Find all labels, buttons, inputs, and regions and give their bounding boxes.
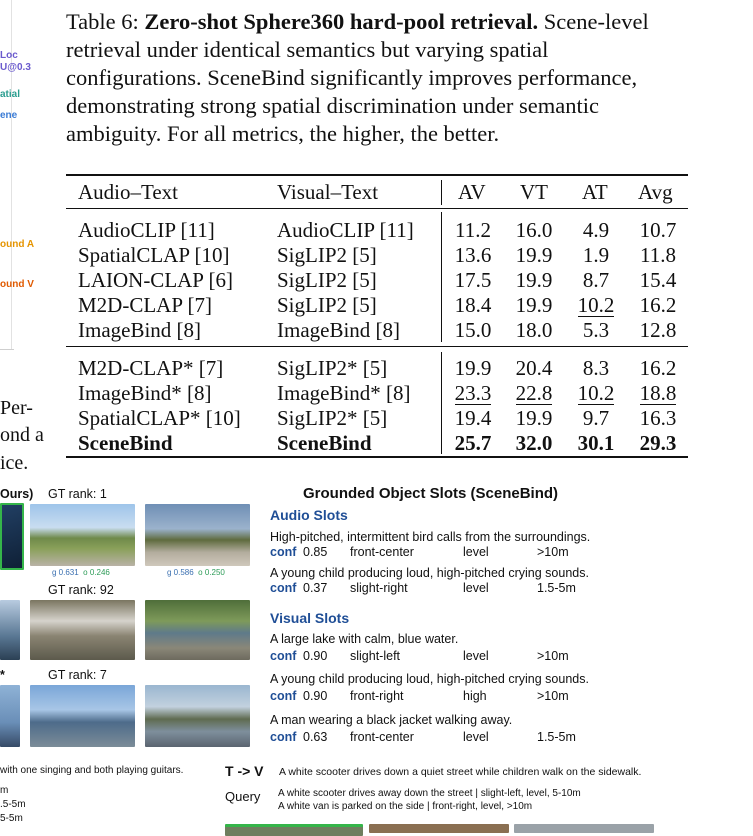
slot-elevation: high	[463, 689, 487, 703]
figure-caption-fragment: .5-5m	[0, 799, 26, 810]
body-text-fragment: Per-	[0, 397, 33, 419]
col-header-av: AV	[458, 180, 486, 204]
figure-caption-fragment: with one singing and both playing guitars.	[0, 765, 184, 776]
col-header-visual-text: Visual–Text	[277, 180, 379, 204]
cell-vt: 16.0	[515, 218, 553, 242]
table-top-rule	[66, 174, 688, 176]
divider	[0, 349, 14, 350]
score-pair	[52, 568, 110, 577]
gt-rank-label: GT rank: 1	[48, 487, 107, 501]
cell-avg	[633, 381, 683, 406]
underlined-value: 10.2	[577, 381, 615, 405]
slot-distance: >10m	[537, 689, 569, 703]
cell-avg: 16.2	[639, 293, 677, 317]
table-vertical-divider	[441, 180, 442, 205]
cell-at: 4.9	[582, 218, 610, 242]
visual-slots-heading: Visual Slots	[270, 610, 350, 626]
cell-at: 8.7	[582, 268, 610, 292]
slot-description: A man wearing a black jacket walking away.	[270, 713, 513, 727]
thumbnail-image	[0, 685, 20, 747]
thumbnail-image	[145, 504, 250, 566]
cell-avg: 11.8	[640, 243, 676, 267]
score-g: g 0.631	[52, 568, 79, 577]
thumbnail-image	[30, 600, 135, 660]
query-label: Query	[225, 789, 261, 804]
cell-visual: SigLIP2 [5]	[277, 243, 377, 267]
legend-fragment: U@0.3	[0, 62, 31, 73]
cell-avg: 16.2	[639, 356, 677, 380]
cell-av	[449, 381, 497, 406]
underlined-value: 22.8	[515, 381, 553, 405]
col-header-vt: VT	[520, 180, 548, 204]
cell-audio: LAION-CLAP [6]	[78, 268, 233, 292]
cell-audio: SpatialCLAP [10]	[78, 243, 230, 267]
legend-fragment: Loc	[0, 50, 18, 61]
cell-av: 25.7	[454, 431, 492, 455]
col-header-at: AT	[582, 180, 608, 204]
cell-audio: AudioCLIP [11]	[78, 218, 215, 242]
cell-at: 5.3	[582, 318, 610, 342]
ours-label: Ours)	[0, 487, 34, 501]
cell-audio: M2D-CLAP* [7]	[78, 356, 224, 380]
legend-fragment: ound V	[0, 279, 34, 290]
score-o: o 0.246	[83, 568, 110, 577]
conf-label: conf	[270, 649, 297, 663]
col-header-avg: Avg	[638, 180, 673, 204]
underlined-value: 23.3	[454, 381, 492, 405]
slot-direction: front-center	[350, 545, 414, 559]
cell-at: 9.7	[582, 406, 610, 430]
cell-av: 11.2	[455, 218, 491, 242]
cell-audio: SpatialCLAP* [10]	[78, 406, 241, 430]
conf-label: conf	[270, 545, 297, 559]
thumbnail-image	[0, 600, 20, 660]
cell-vt: 19.9	[515, 268, 553, 292]
query-line: A white van is parked on the side | front-right, level, >10m	[278, 801, 533, 812]
table-mid-rule	[66, 346, 688, 347]
slot-description: A young child producing loud, high-pitched crying sounds.	[270, 566, 589, 580]
conf-value: 0.37	[303, 581, 328, 595]
cell-audio: ImageBind [8]	[78, 318, 202, 342]
star-label: *	[0, 668, 5, 682]
legend-fragment: ound A	[0, 239, 35, 250]
slot-direction: front-center	[350, 730, 414, 744]
cell-av: 19.9	[454, 356, 492, 380]
cell-avg: 29.3	[639, 431, 677, 455]
cell-visual: ImageBind* [8]	[277, 381, 411, 405]
score-g: g 0.586	[167, 568, 194, 577]
figure-caption-fragment: m	[0, 785, 9, 796]
slot-direction: slight-right	[350, 581, 408, 595]
cell-vt	[509, 381, 559, 406]
underlined-value: 18.8	[639, 381, 677, 405]
cell-visual: ImageBind [8]	[277, 318, 401, 342]
underlined-value: 10.2	[577, 293, 615, 317]
cell-vt: 19.9	[515, 243, 553, 267]
table-header-rule	[66, 208, 688, 209]
cell-visual: SigLIP2* [5]	[277, 406, 388, 430]
slot-description: A young child producing loud, high-pitched crying sounds.	[270, 672, 589, 686]
body-text-fragment: ond a	[0, 424, 44, 446]
slots-title: Grounded Object Slots (SceneBind)	[303, 485, 559, 502]
slot-distance: >10m	[537, 649, 569, 663]
cell-at	[574, 381, 618, 406]
slot-direction: front-right	[350, 689, 404, 703]
cell-vt: 19.9	[515, 293, 553, 317]
thumbnail-image	[30, 685, 135, 747]
score-o: o 0.250	[198, 568, 225, 577]
cell-visual: SigLIP2 [5]	[277, 268, 377, 292]
cell-avg: 12.8	[639, 318, 677, 342]
slot-elevation: level	[463, 730, 489, 744]
conf-label: conf	[270, 730, 297, 744]
gt-rank-label: GT rank: 7	[48, 668, 107, 682]
thumbnail-image	[145, 685, 250, 747]
cell-visual: SigLIP2* [5]	[277, 356, 388, 380]
slot-elevation: level	[463, 545, 489, 559]
conf-value: 0.63	[303, 730, 328, 744]
conf-value: 0.85	[303, 545, 328, 559]
slot-distance: 1.5-5m	[537, 730, 576, 744]
cell-at: 1.9	[582, 243, 610, 267]
cell-vt: 19.9	[515, 406, 553, 430]
thumbnail-image	[225, 824, 363, 836]
cell-audio: ImageBind* [8]	[78, 381, 212, 405]
caption-text: Scene-level retrieval under identical semantics but varying spatial configurations. SceneBind significantly improves performance, demonstrating strong spatial discrimination under semantic ambiguity. For all metrics, the higher, the better.	[66, 9, 649, 146]
tv-text: A white scooter drives down a quiet street while children walk on the sidewalk.	[279, 766, 642, 778]
slot-description: A large lake with calm, blue water.	[270, 632, 459, 646]
conf-label: conf	[270, 581, 297, 595]
table-vertical-divider	[441, 352, 442, 454]
slot-elevation: level	[463, 581, 489, 595]
caption-label: Table 6:	[66, 9, 139, 34]
caption-title: Zero-shot Sphere360 hard-pool retrieval.	[144, 9, 539, 34]
legend-fragment: atial	[0, 89, 21, 100]
legend-fragment: ene	[0, 110, 18, 121]
cell-audio: SceneBind	[78, 431, 173, 455]
table-bottom-rule	[66, 456, 688, 458]
slot-distance: 1.5-5m	[537, 581, 576, 595]
tv-label: T -> V	[225, 763, 264, 779]
slot-direction: slight-left	[350, 649, 401, 663]
slot-description: High-pitched, intermittent bird calls from the surroundings.	[270, 530, 591, 544]
cell-avg: 16.3	[639, 406, 677, 430]
cell-avg: 15.4	[639, 268, 677, 292]
slot-elevation: level	[463, 649, 489, 663]
cell-at	[574, 293, 618, 318]
cell-avg: 10.7	[639, 218, 677, 242]
score-pair	[167, 568, 225, 577]
thumbnail-image	[369, 824, 509, 833]
cell-at: 30.1	[577, 431, 615, 455]
cell-at: 8.3	[582, 356, 610, 380]
slot-distance: >10m	[537, 545, 569, 559]
thumbnail-image	[30, 504, 135, 566]
cell-av: 15.0	[454, 318, 492, 342]
thumbnail-image	[0, 503, 24, 570]
cell-vt: 18.0	[515, 318, 553, 342]
cell-audio: M2D-CLAP [7]	[78, 293, 212, 317]
cell-vt: 32.0	[515, 431, 553, 455]
thumbnail-image	[145, 600, 250, 660]
thumbnail-image	[514, 824, 654, 833]
gt-rank-label: GT rank: 92	[48, 583, 114, 597]
col-header-audio-text: Audio–Text	[78, 180, 179, 204]
cell-visual: SigLIP2 [5]	[277, 293, 377, 317]
conf-value: 0.90	[303, 649, 328, 663]
figure-caption-fragment: 5-5m	[0, 813, 23, 824]
cell-vt: 20.4	[515, 356, 553, 380]
table-vertical-divider	[441, 212, 442, 342]
table-caption	[66, 8, 688, 148]
cell-av: 13.6	[454, 243, 492, 267]
cell-visual: SceneBind	[277, 431, 372, 455]
conf-value: 0.90	[303, 689, 328, 703]
cell-visual: AudioCLIP [11]	[277, 218, 414, 242]
conf-label: conf	[270, 689, 297, 703]
left-strip	[0, 0, 55, 480]
cell-av: 18.4	[454, 293, 492, 317]
body-text-fragment: ice.	[0, 452, 29, 474]
audio-slots-heading: Audio Slots	[270, 507, 348, 523]
query-line: A white scooter drives away down the street | slight-left, level, 5-10m	[278, 788, 581, 799]
cell-av: 19.4	[454, 406, 492, 430]
cell-av: 17.5	[454, 268, 492, 292]
